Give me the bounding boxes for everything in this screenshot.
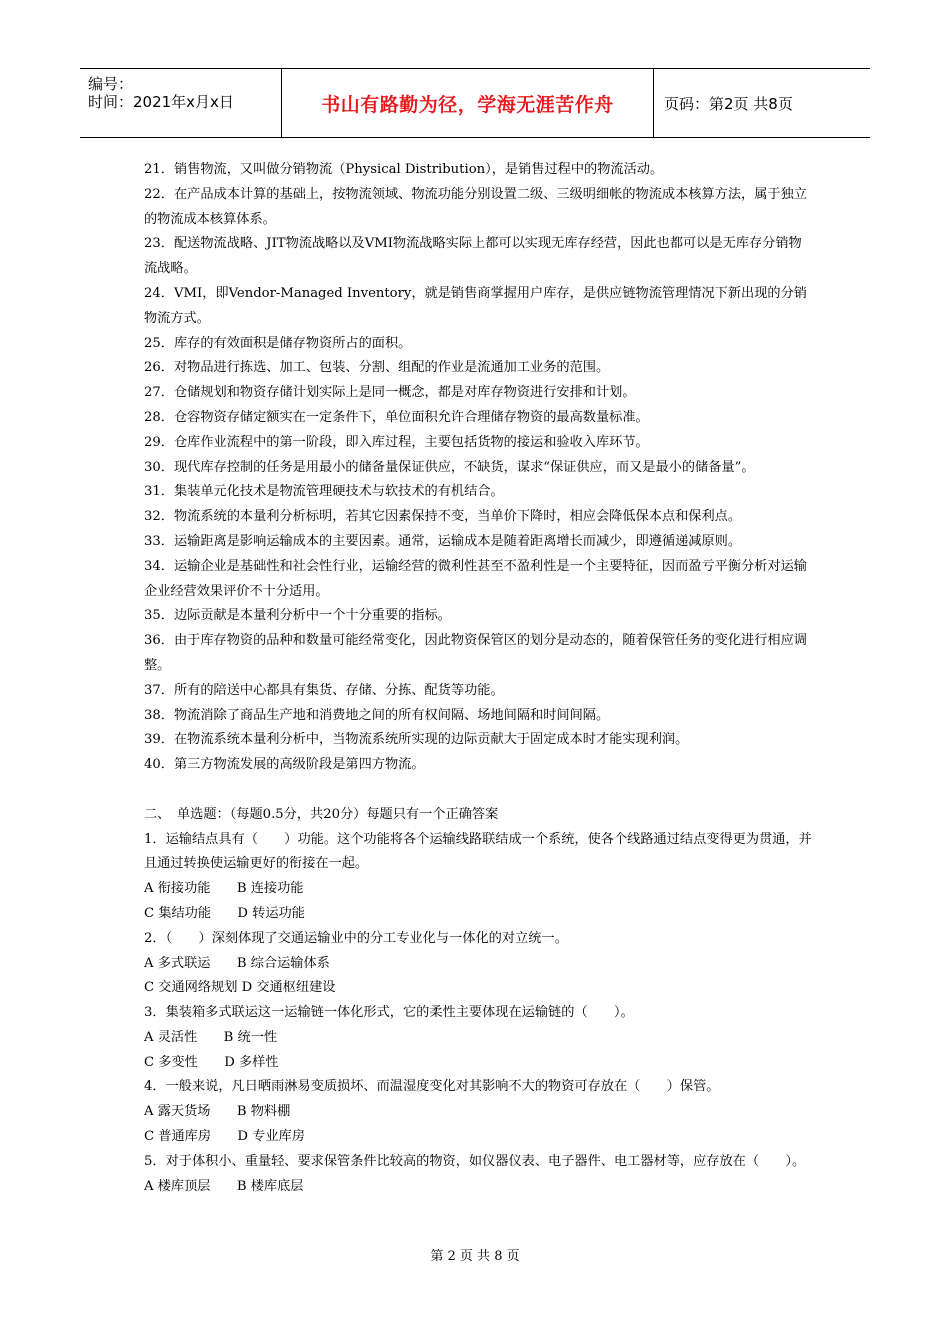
list-item: 23．配送物流战略、JIT物流战略以及VMI物流战略实际上都可以实现无库存经营，因此也都可以是无库存分销物流战略。	[144, 236, 802, 277]
list-item: 33．运输距离是影响运输成本的主要因素。通常，运输成本是随着距离增长而减少，即遵循递减原则。	[144, 533, 742, 549]
question-stem: 4．一般来说，凡日晒雨淋易变质损坏、而温湿度变化对其影响不大的物资可存放在（ ）保管。	[144, 1079, 720, 1095]
question-options: A 衔接功能 B 连接功能	[144, 881, 304, 897]
list-item: 25．库存的有效面积是储存物资所占的面积。	[144, 335, 412, 351]
question-options: C 集结功能 D 转运功能	[144, 905, 305, 921]
judgment-list	[144, 158, 812, 778]
question-stem: 5．对于体积小、重量轻、要求保管条件比较高的物资，如仪器仪表、电子器件、电工器材等，应存放在（ ）。	[144, 1153, 806, 1169]
list-item: 36．由于库存物资的品种和数量可能经常变化，因此物资保管区的划分是动态的，随着保管任务的变化进行相应调整。	[144, 633, 807, 673]
list-item: 26．对物品进行拣选、加工、包装、分割、组配的作业是流通加工业务的范围。	[144, 360, 610, 376]
list-item: 31．集装单元化技术是物流管理硬技术与软技术的有机结合。	[144, 484, 504, 500]
list-item: 38．物流消除了商品生产地和消费地之间的所有权间隔、场地间隔和时间间隔。	[144, 707, 610, 723]
section-heading: 二、 单选题：（每题0.5分，共20分）每题只有一个正确答案	[144, 806, 499, 822]
question-list	[144, 828, 812, 1200]
question-options: A 灵活性 B 统一性	[144, 1029, 278, 1045]
question-options: A 楼库顶层 B 楼库底层	[144, 1178, 304, 1194]
header-table	[80, 68, 870, 138]
list-item: 39．在物流系统本量利分析中，当物流系统所实现的边际贡献大于固定成本时才能实现利润。	[144, 732, 689, 748]
question-stem: 2．（ ）深刻体现了交通运输业中的分工专业化与一体化的对立统一。	[144, 930, 568, 946]
document-body	[144, 158, 812, 1199]
list-item: 29．仓库作业流程中的第一阶段，即入库过程，主要包括货物的接运和验收入库环节。	[144, 434, 649, 450]
question-options: C 普通库房 D 专业库房	[144, 1129, 305, 1145]
question-stem: 3．集装箱多式联运这一运输链一体化形式，它的柔性主要体现在运输链的（ ）。	[144, 1005, 634, 1021]
spacer	[144, 778, 812, 803]
question-options: A 多式联运 B 综合运输体系	[144, 955, 330, 971]
question-stem: 1．运输结点具有（ ）功能。这个功能将各个运输线路联结成一个系统，使各个线路通过结点变得更为贯通，并且通过转换使运输更好的衔接在一起。	[144, 831, 812, 872]
header-motto-cell	[282, 69, 654, 137]
doc-number-label: 编号：	[88, 75, 134, 93]
list-item: 40．第三方物流发展的高级阶段是第四方物流。	[144, 757, 425, 773]
list-item: 32．物流系统的本量利分析标明，若其它因素保持不变，当单价下降时，相应会降低保本点和保利点。	[144, 509, 742, 525]
list-item: 30．现代库存控制的任务是用最小的储备量保证供应，不缺货，谋求“保证供应，而又是最小的储备量”。	[144, 459, 755, 475]
page-footer: 第 2 页 共 8 页	[430, 1249, 520, 1264]
list-item: 34．运输企业是基础性和社会性行业，运输经营的微利性甚至不盈利性是一个主要特征，因而盈亏平衡分析对运输企业经营效果评价不十分适用。	[144, 558, 807, 599]
list-item: 35．边际贡献是本量利分析中一个十分重要的指标。	[144, 608, 451, 624]
list-item: 28．仓容物资存储定额实在一定条件下，单位面积允许合理储存物资的最高数量标准。	[144, 409, 649, 425]
question-options: C 多变性 D 多样性	[144, 1054, 279, 1070]
list-item: 27．仓储规划和物资存储计划实际上是同一概念，都是对库存物资进行安排和计划。	[144, 385, 636, 401]
list-item: 22．在产品成本计算的基础上，按物流领域、物流功能分别设置二级、三级明细帐的物流成本核算方法，属于独立的物流成本核算体系。	[144, 186, 807, 227]
list-item: 37．所有的陪送中心都具有集货、存储、分拣、配货等功能。	[144, 682, 504, 698]
question-options: C 交通网络规划 D 交通枢纽建设	[144, 980, 336, 996]
question-options: A 露天货场 B 物料棚	[144, 1104, 291, 1120]
header-page-info: 页码：第2页 共8页	[664, 94, 793, 113]
list-item: 24．VMI，即Vendor-Managed Inventory，就是销售商掌握用户库存，是供应链物流管理情况下新出现的分销物流方式。	[144, 285, 807, 326]
motto-text: 书山有路勤为径，学海无涯苦作舟	[321, 93, 614, 116]
header-meta-cell	[80, 69, 282, 137]
list-item: 21．销售物流，又叫做分销物流（Physical Distribution），是销售过程中的物流活动。	[144, 162, 664, 177]
doc-date-label: 时间：2021年x月x日	[88, 93, 234, 111]
